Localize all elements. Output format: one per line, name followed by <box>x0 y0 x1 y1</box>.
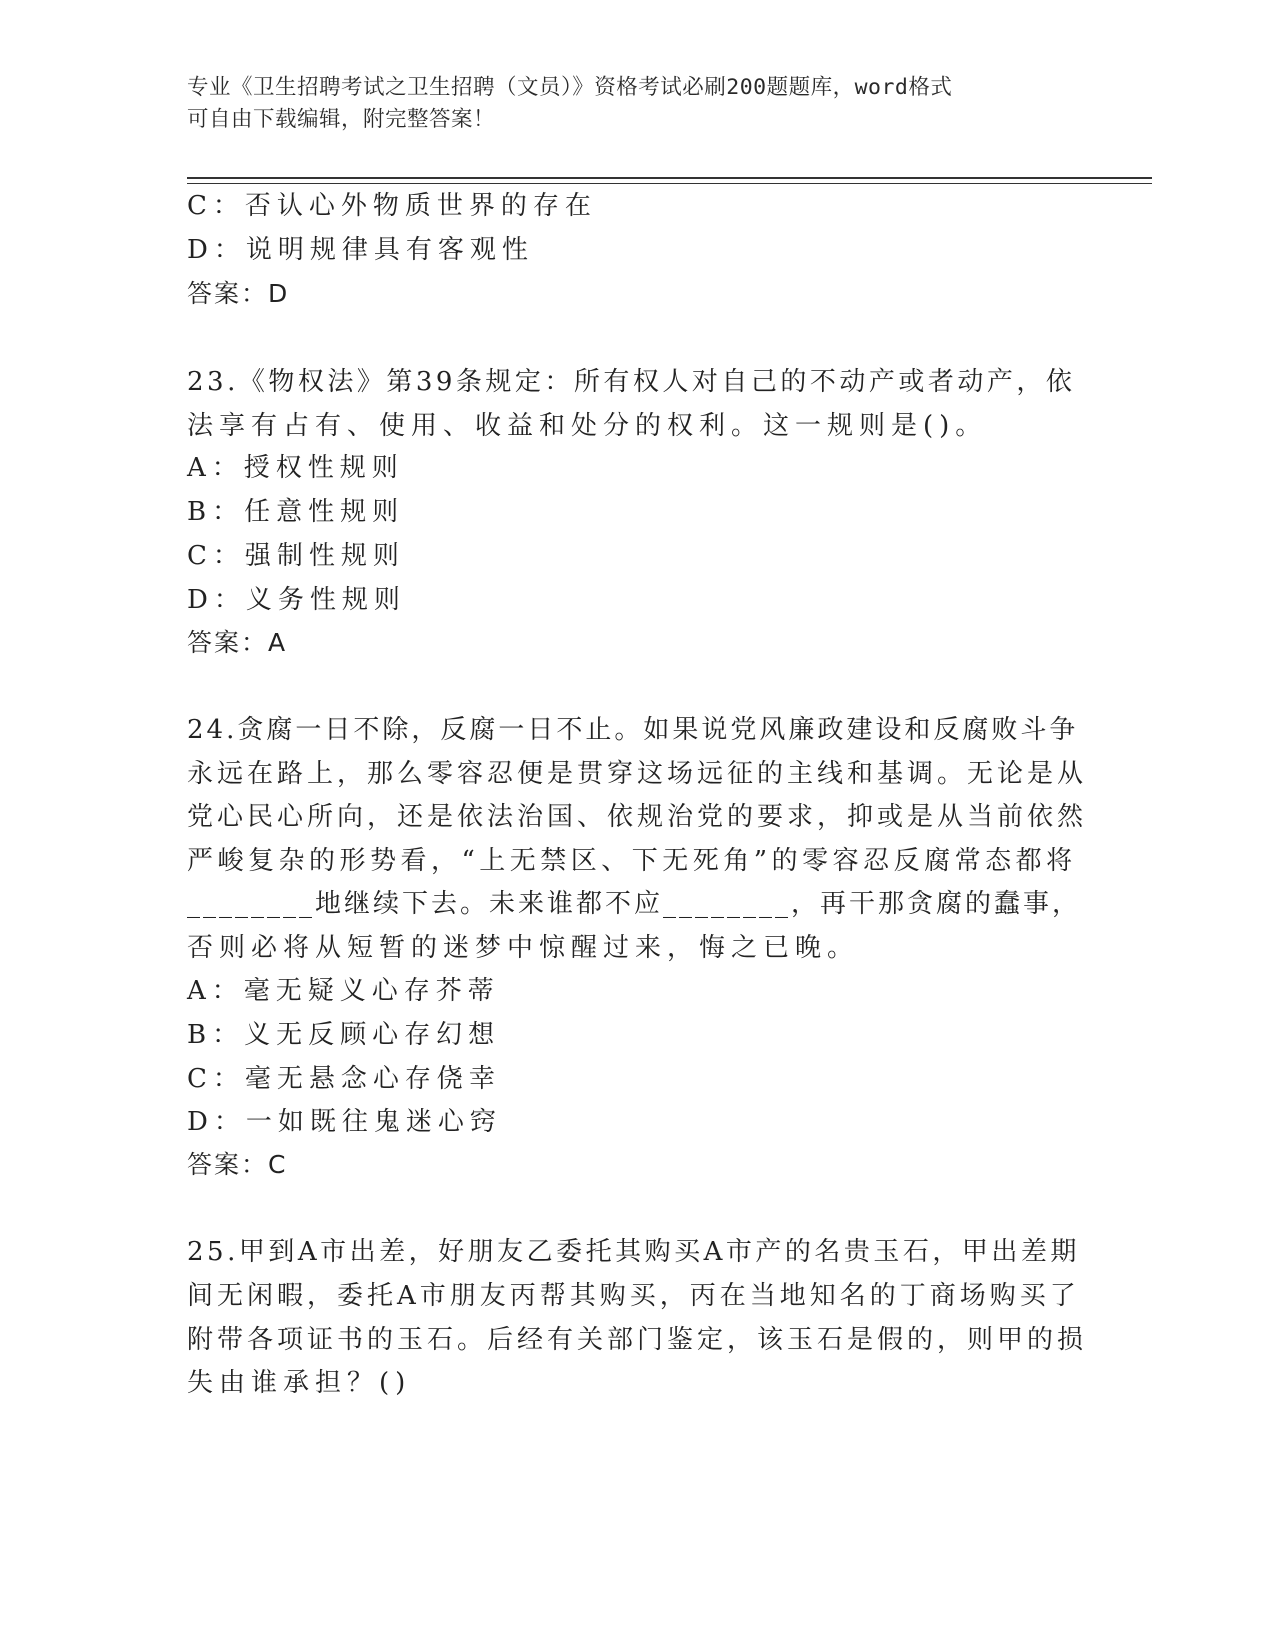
option-d: D：义务性规则 <box>187 585 406 615</box>
option-b: B：义无反顾心存幻想 <box>187 1020 501 1050</box>
document-header <box>187 72 1087 136</box>
question-24-line-4: 严峻复杂的形势看，“上无禁区、下无死角”的零容忍反腐常态都将 <box>187 846 1077 876</box>
option-d: D：说明规律具有客观性 <box>187 235 534 265</box>
question-25-line-3: 附带各项证书的玉石。后经有关部门鉴定，该玉石是假的，则甲的损 <box>187 1325 1088 1355</box>
question-24-line-1: 24.贪腐一日不除，反腐一日不止。如果说党风廉政建设和反腐败斗争 <box>187 715 1079 745</box>
answer: 答案：D <box>187 279 290 308</box>
answer: 答案：C <box>187 1150 288 1179</box>
question-24-line-2: 永远在路上，那么零容忍便是贯穿这场远征的主线和基调。无论是从 <box>187 759 1088 789</box>
answer: 答案：A <box>187 628 288 657</box>
option-b: B：任意性规则 <box>187 497 405 527</box>
header-title-line-1: 专业《卫生招聘考试之卫生招聘（文员）》资格考试必刷200题题库，word格式 <box>187 75 953 100</box>
header-divider-thin <box>187 183 1152 184</box>
header-title-line-2: 可自由下载编辑，附完整答案！ <box>187 107 496 132</box>
question-25-line-1: 25.甲到A市出差，好朋友乙委托其购买A市产的名贵玉石，甲出差期 <box>187 1237 1080 1267</box>
header-divider-thick <box>187 177 1152 179</box>
question-25-line-2: 间无闲暇，委托A市朋友丙帮其购买，丙在当地知名的丁商场购买了 <box>187 1281 1080 1311</box>
question-25-line-4: 失由谁承担？() <box>187 1368 412 1398</box>
option-c: C：毫无悬念心存侥幸 <box>187 1064 501 1094</box>
question-23-line-1: 23.《物权法》第39条规定：所有权人对自己的不动产或者动产，依 <box>187 367 1076 397</box>
option-c: C：否认心外物质世界的存在 <box>187 191 597 221</box>
question-24-line-6: 否则必将从短暂的迷梦中惊醒过来，悔之已晚。 <box>187 933 860 963</box>
option-c: C：强制性规则 <box>187 541 405 571</box>
question-23-line-2: 法享有占有、使用、收益和处分的权利。这一规则是()。 <box>187 411 988 441</box>
question-24-line-5: ________地继续下去。未来谁都不应________，再干那贪腐的蠢事， <box>187 889 1082 919</box>
option-a: A：授权性规则 <box>187 453 404 483</box>
question-24-line-3: 党心民心所向，还是依法治国、依规治党的要求，抑或是从当前依然 <box>187 802 1088 832</box>
option-a: A：毫无疑义心存芥蒂 <box>187 976 500 1006</box>
option-d: D：一如既往鬼迷心窍 <box>187 1107 502 1137</box>
